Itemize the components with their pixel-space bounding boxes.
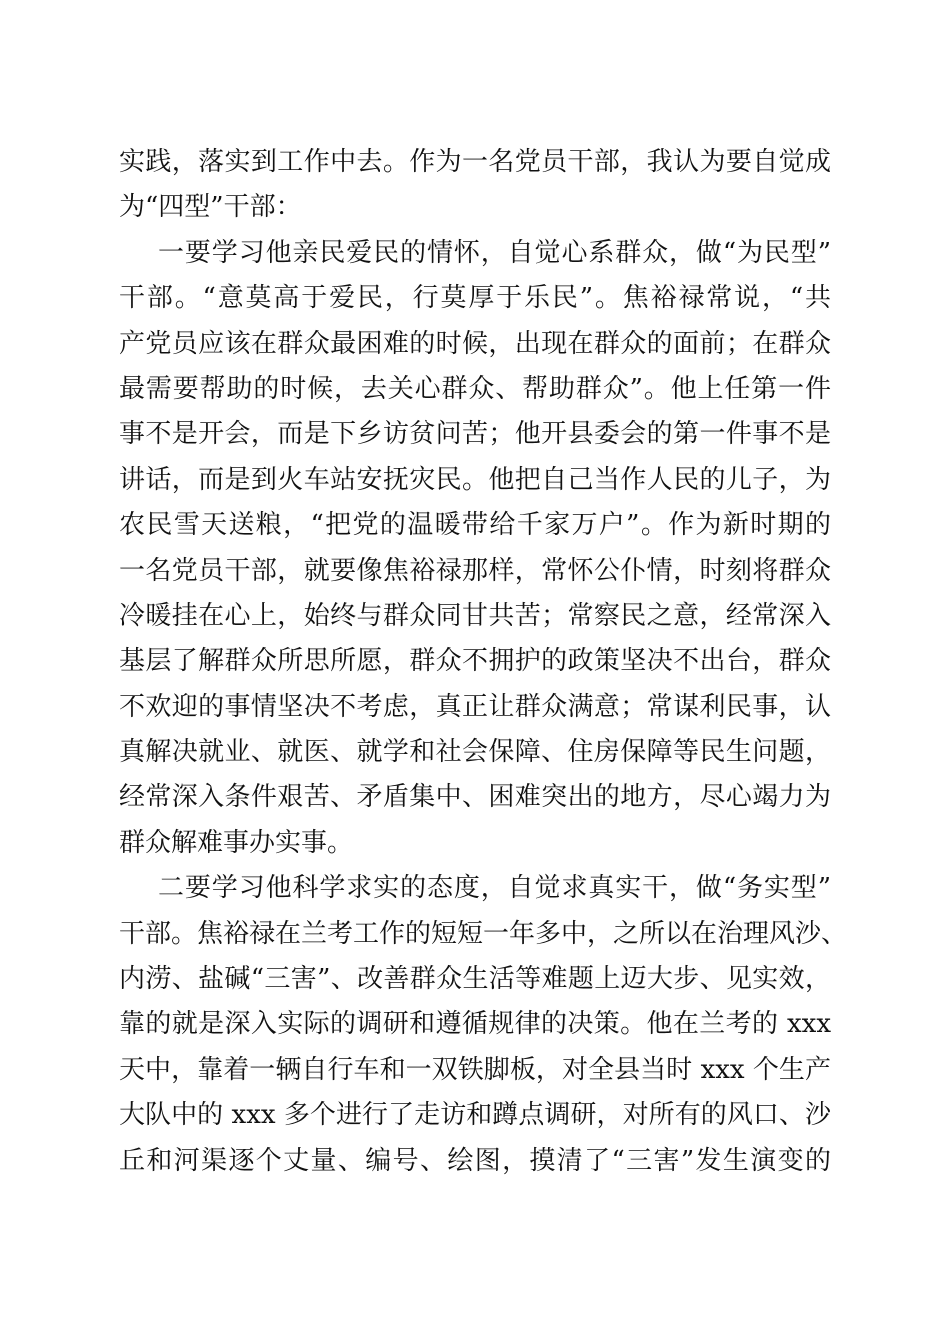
text-line: 经常深入条件艰苦、矛盾集中、困难突出的地方，尽心竭力为 [119, 782, 831, 813]
text-line: 不欢迎的事情坚决不考虑，真正让群众满意；常谋利民事，认 [119, 691, 831, 722]
text-line: 基层了解群众所思所愿，群众不拥护的政策坚决不出台，群众 [119, 646, 831, 677]
text-line: 丘和河渠逐个丈量、编号、绘图，摸清了“三害”发生演变的 [119, 1145, 831, 1176]
text-line: 靠的就是深入实际的调研和遵循规律的决策。他在兰考的 xxx [119, 1009, 831, 1040]
text-line: 实践，落实到工作中去。作为一名党员干部，我认为要自觉成 [119, 147, 831, 177]
text-line: 天中，靠着一辆自行车和一双铁脚板，对全县当时 xxx 个生产 [119, 1054, 831, 1085]
text-line: 内涝、盐碱“三害”、改善群众生活等难题上迈大步、见实效， [119, 964, 831, 995]
text-line: 一名党员干部，就要像焦裕禄那样，常怀公仆情，时刻将群众 [119, 555, 831, 586]
paragraph-first-line: 二要学习他科学求实的态度，自觉求真实干，做“务实型” [158, 873, 831, 904]
text-line: 真解决就业、就医、就学和社会保障、住房保障等民生问题， [119, 737, 831, 768]
text-line: 事不是开会，而是下乡访贫问苦；他开县委会的第一件事不是 [119, 419, 831, 450]
text-line: 大队中的 xxx 多个进行了走访和蹲点调研，对所有的风口、沙 [119, 1100, 831, 1131]
text-line: 农民雪天送粮，“把党的温暖带给千家万户”。作为新时期的 [119, 510, 831, 541]
paragraph-first-line: 一要学习他亲民爱民的情怀，自觉心系群众，做“为民型” [158, 237, 831, 268]
text-line: 最需要帮助的时候，去关心群众、帮助群众”。他上任第一件 [119, 373, 831, 404]
text-line: 干部。“意莫高于爱民，行莫厚于乐民”。焦裕禄常说，“共 [119, 283, 831, 314]
text-line: 群众解难事办实事。 [119, 827, 354, 858]
document-body [119, 140, 848, 1184]
text-line: 产党员应该在群众最困难的时候，出现在群众的面前；在群众 [119, 328, 831, 359]
text-line: 讲话，而是到火车站安抚灾民。他把自己当作人民的儿子，为 [119, 464, 831, 495]
text-line: 为“四型”干部： [119, 192, 302, 223]
text-line: 冷暖挂在心上，始终与群众同甘共苦；常察民之意，经常深入 [119, 600, 831, 631]
text-line: 干部。焦裕禄在兰考工作的短短一年多中，之所以在治理风沙、 [119, 918, 848, 949]
